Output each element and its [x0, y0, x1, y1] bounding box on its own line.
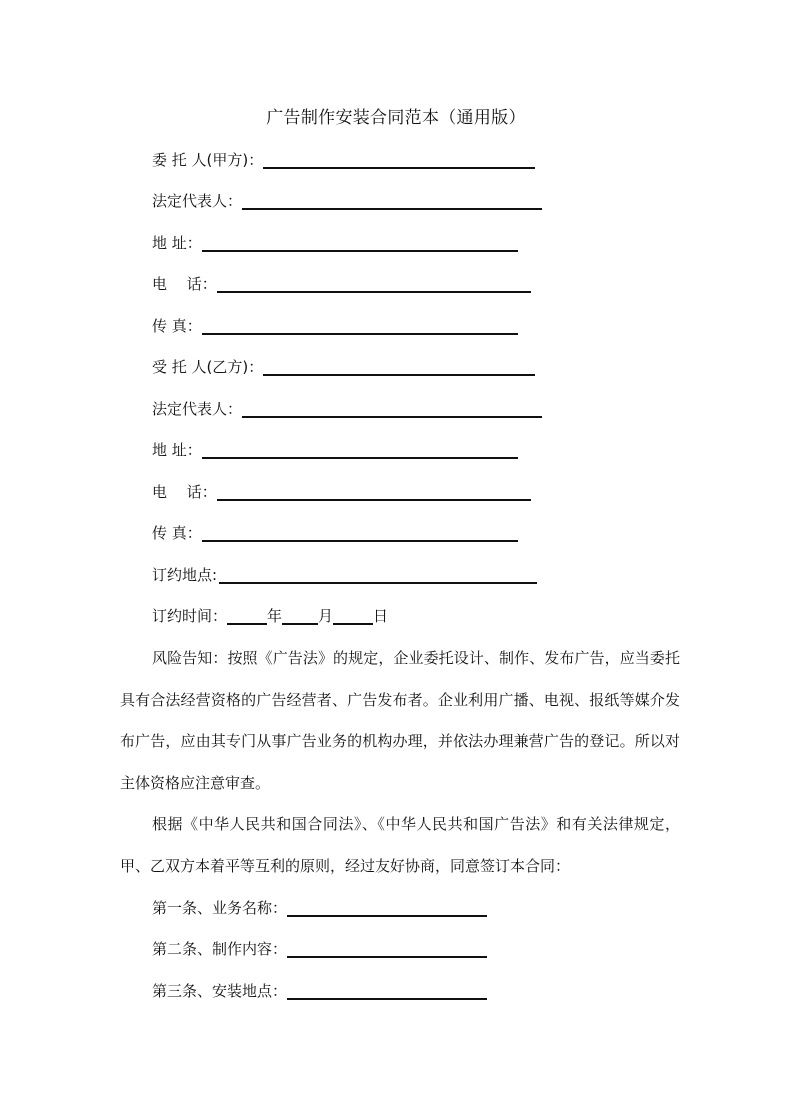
- party-b-rep-label: 法定代表人：: [152, 400, 243, 418]
- party-a-rep-label: 法定代表人：: [152, 192, 243, 210]
- article-1-label: 第一条、业务名称：: [152, 899, 288, 917]
- party-b-agent-blank[interactable]: [263, 356, 535, 376]
- signing-year-label: 年: [267, 607, 283, 625]
- article-3-line: [152, 979, 487, 1003]
- party-a-address-blank[interactable]: [202, 232, 518, 252]
- party-b-address-label: 地 址：: [152, 441, 202, 459]
- article-3-blank[interactable]: [287, 980, 487, 1000]
- article-3-label: 第三条、安装地点：: [152, 982, 288, 1000]
- party-b-phone-label: 电 话：: [152, 483, 217, 501]
- signing-place-blank[interactable]: [219, 564, 537, 584]
- party-a-address-label: 地 址：: [152, 234, 202, 252]
- party-a-client-label: 委 托 人(甲方)：: [152, 151, 264, 169]
- party-b-agent-line: [152, 355, 535, 379]
- basis-paragraph: 根据《中华人民共和国合同法》、《中华人民共和国广告法》和有关法律规定，甲、乙双方本着平等互利的原则，经过友好协商，同意签订本合同：: [120, 815, 680, 875]
- signing-time-label: 订约时间：: [152, 607, 228, 625]
- party-a-fax-line: [152, 314, 518, 338]
- party-b-fax-label: 传 真：: [152, 524, 202, 542]
- signing-day-blank[interactable]: [333, 605, 373, 625]
- signing-month-blank[interactable]: [282, 605, 318, 625]
- document-title: 广告制作安装合同范本（通用版）: [266, 108, 526, 128]
- party-a-rep-line: [152, 189, 542, 213]
- article-1-blank[interactable]: [287, 897, 487, 917]
- party-a-phone-blank[interactable]: [217, 273, 531, 293]
- party-b-fax-line: [152, 521, 518, 545]
- party-a-fax-label: 传 真：: [152, 317, 202, 335]
- party-b-phone-blank[interactable]: [217, 481, 531, 501]
- party-a-phone-label: 电 话：: [152, 275, 217, 293]
- article-2-line: [152, 937, 487, 961]
- signing-time-line: [152, 604, 388, 628]
- party-a-phone-line: [152, 272, 531, 296]
- article-2-label: 第二条、制作内容：: [152, 940, 288, 958]
- party-b-rep-blank[interactable]: [242, 398, 542, 418]
- party-b-address-blank[interactable]: [202, 439, 518, 459]
- party-a-client-line: [152, 148, 535, 172]
- party-b-address-line: [152, 438, 518, 462]
- party-b-fax-blank[interactable]: [202, 522, 518, 542]
- party-b-phone-line: [152, 480, 531, 504]
- signing-year-blank[interactable]: [227, 605, 267, 625]
- party-a-client-blank[interactable]: [263, 149, 535, 169]
- signing-place-line: [152, 563, 537, 587]
- party-b-rep-line: [152, 397, 542, 421]
- risk-notice-paragraph: 风险告知：按照《广告法》的规定，企业委托设计、制作、发布广告，应当委托具有合法经营资格的广告经营者、广告发布者。企业利用广播、电视、报纸等媒介发布广告，应由其专门从事广告业务的机构办理，并依法办理兼营广告的登记。所以对主体资格应注意审查。: [120, 649, 680, 792]
- article-1-line: [152, 896, 487, 920]
- party-a-rep-blank[interactable]: [242, 190, 542, 210]
- signing-place-label: 订约地点:: [152, 566, 218, 584]
- party-a-address-line: [152, 231, 518, 255]
- party-b-agent-label: 受 托 人(乙方)：: [152, 358, 264, 376]
- article-2-blank[interactable]: [287, 938, 487, 958]
- party-a-fax-blank[interactable]: [202, 315, 518, 335]
- signing-month-label: 月: [318, 607, 334, 625]
- signing-day-label: 日: [373, 607, 389, 625]
